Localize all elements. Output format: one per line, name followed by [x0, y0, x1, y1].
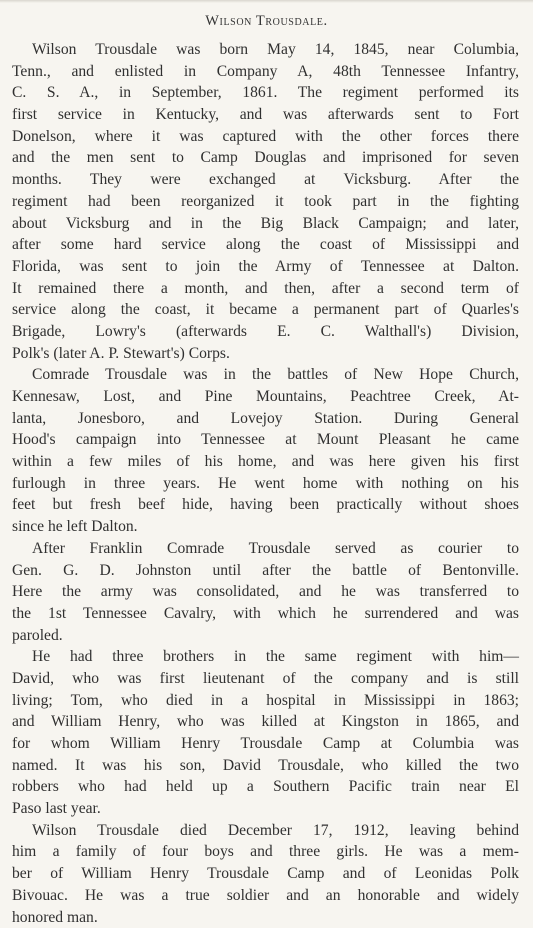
text-line: since he left Dalton.: [12, 516, 519, 538]
text-line: about Vicksburg and in the Big Black Campaign; and later,: [12, 213, 519, 235]
text-line: Paso last year.: [12, 798, 519, 820]
text-line: Kennesaw, Lost, and Pine Mountains, Peachtree Creek, At-: [12, 386, 519, 408]
text-line: C. S. A., in September, 1861. The regiment performed its: [12, 82, 519, 104]
text-line: regiment had been reorganized it took part in the fighting: [12, 191, 519, 213]
text-line: After Franklin Comrade Trousdale served as courier to: [12, 538, 519, 560]
page-top-edge: [0, 0, 533, 3]
text-line: Hood's campaign into Tennessee at Mount Pleasant he came: [12, 429, 519, 451]
text-line: lanta, Jonesboro, and Lovejoy Station. During General: [12, 408, 519, 430]
text-line: for whom William Henry Trousdale Camp at Columbia was: [12, 733, 519, 755]
text-line: It remained there a month, and then, after a second term of: [12, 278, 519, 300]
text-line: Donelson, where it was captured with the other forces there: [12, 126, 519, 148]
text-line: furlough in three years. He went home with nothing on his: [12, 473, 519, 495]
text-line: robbers who had held up a Southern Pacific train near El: [12, 776, 519, 798]
text-line: service along the coast, it became a permanent part of Quarles's: [12, 299, 519, 321]
text-line: Polk's (later A. P. Stewart's) Corps.: [12, 343, 519, 365]
text-line: and William Henry, who was killed at Kingston in 1865, and: [12, 711, 519, 733]
article-title: Wilson Trousdale.: [0, 13, 533, 30]
text-line: first service in Kentucky, and was afterwards sent to Fort: [12, 104, 519, 126]
text-line: months. They were exchanged at Vicksburg. After the: [12, 169, 519, 191]
text-line: feet but fresh beef hide, having been practically without shoes: [12, 494, 519, 516]
text-line: David, who was first lieutenant of the company and is still: [12, 668, 519, 690]
text-line: Gen. G. D. Johnston until after the battle of Bentonville.: [12, 560, 519, 582]
text-line: Wilson Trousdale was born May 14, 1845, near Columbia,: [12, 39, 519, 61]
text-line: Tenn., and enlisted in Company A, 48th Tennessee Infantry,: [12, 61, 519, 83]
text-line: within a few miles of his home, and was here given his first: [12, 451, 519, 473]
text-line: honored man.: [12, 907, 519, 928]
text-line: Wilson Trousdale died December 17, 1912, leaving behind: [12, 820, 519, 842]
text-line: Brigade, Lowry's (afterwards E. C. Walthall's) Division,: [12, 321, 519, 343]
text-line: Bivouac. He was a true soldier and an honorable and widely: [12, 885, 519, 907]
text-line: He had three brothers in the same regiment with him—: [12, 646, 519, 668]
text-line: the 1st Tennessee Cavalry, with which he surrendered and was: [12, 603, 519, 625]
text-line: living; Tom, who died in a hospital in Mississippi in 1863;: [12, 690, 519, 712]
text-line: paroled.: [12, 625, 519, 647]
text-line: named. It was his son, David Trousdale, who killed the two: [12, 755, 519, 777]
text-line: him a family of four boys and three girls. He was a mem-: [12, 841, 519, 863]
text-line: Here the army was consolidated, and he was transferred to: [12, 581, 519, 603]
text-line: and the men sent to Camp Douglas and imprisoned for seven: [12, 147, 519, 169]
text-line: Comrade Trousdale was in the battles of New Hope Church,: [12, 364, 519, 386]
text-line: Florida, was sent to join the Army of Tennessee at Dalton.: [12, 256, 519, 278]
text-line: after some hard service along the coast of Mississippi and: [12, 234, 519, 256]
article-body: [12, 39, 519, 928]
text-line: ber of William Henry Trousdale Camp and of Leonidas Polk: [12, 863, 519, 885]
